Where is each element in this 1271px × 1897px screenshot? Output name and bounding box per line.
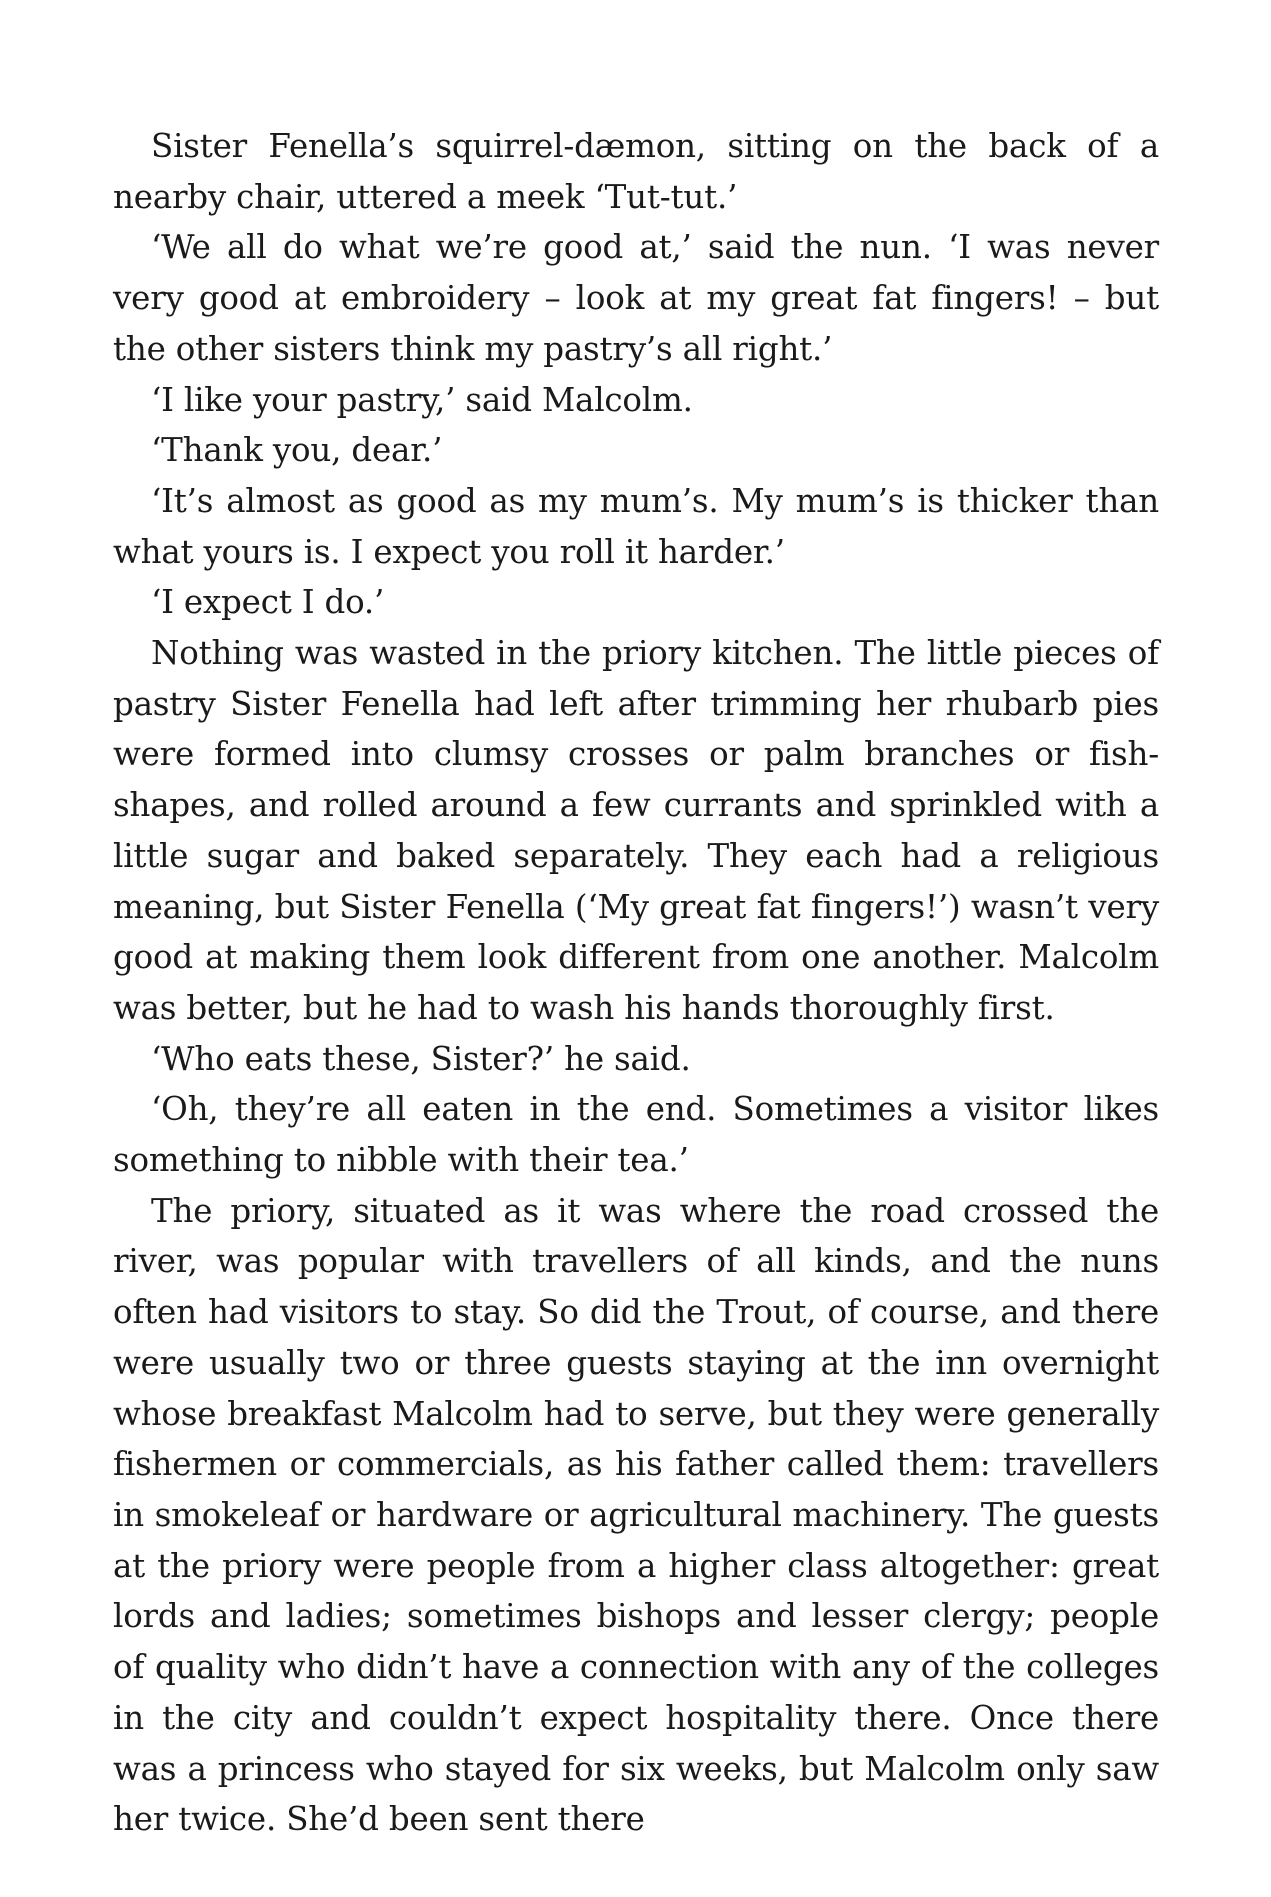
paragraph: ‘We all do what we’re good at,’ said the nun. ‘I was never very good at embroidery – look at my great fat fingers! – but the other sisters think my pastry’s all right.’ bbox=[113, 228, 1159, 368]
paragraph: The priory, situated as it was where the road crossed the river, was popular with travellers of all kinds, and the nuns often had visitors to stay. So did the Trout, of course, and there were usually two or three guests staying at the inn overnight whose breakfast Malcolm had to serve, but they were generally fishermen or commercials, as his father called them: travellers in smokeleaf or hardware or agricultural machinery. The guests at the priory were people from a higher class altogether: great lords and ladies; sometimes bishops and lesser clergy; people of quality who didn’t have a connection with any of the colleges in the city and couldn’t expect hospitality there. Once there was a princess who stayed for six weeks, but Malcolm only saw her twice. She’d been sent there bbox=[113, 1191, 1159, 1839]
paragraph: ‘It’s almost as good as my mum’s. My mum’s is thicker than what yours is. I expect you roll it harder.’ bbox=[113, 481, 1159, 571]
paragraph: ‘Thank you, dear.’ bbox=[151, 431, 443, 470]
page-body bbox=[113, 121, 1159, 1845]
paragraph: ‘Who eats these, Sister?’ he said. bbox=[151, 1039, 691, 1078]
paragraph: Sister Fenella’s squirrel-dæmon, sitting on the back of a nearby chair, uttered a meek ‘Tut-tut.’ bbox=[113, 127, 1159, 216]
paragraph: Nothing was wasted in the priory kitchen. The little pieces of pastry Sister Fenella had left after trimming her rhubarb pies were formed into clumsy crosses or palm branches or fish-shapes, and rolled around a few currants and sprinkled with a little sugar and baked separately. They each had a religious meaning, but Sister Fenella (‘My great fat fingers!’) wasn’t very good at making them look different from one another. Malcolm was better, but he had to wash his hands thoroughly first. bbox=[113, 634, 1159, 1027]
paragraph: ‘I like your pastry,’ said Malcolm. bbox=[151, 380, 693, 419]
paragraph: ‘Oh, they’re all eaten in the end. Sometimes a visitor likes something to nibble with their tea.’ bbox=[113, 1090, 1159, 1180]
paragraph: ‘I expect I do.’ bbox=[151, 583, 385, 622]
